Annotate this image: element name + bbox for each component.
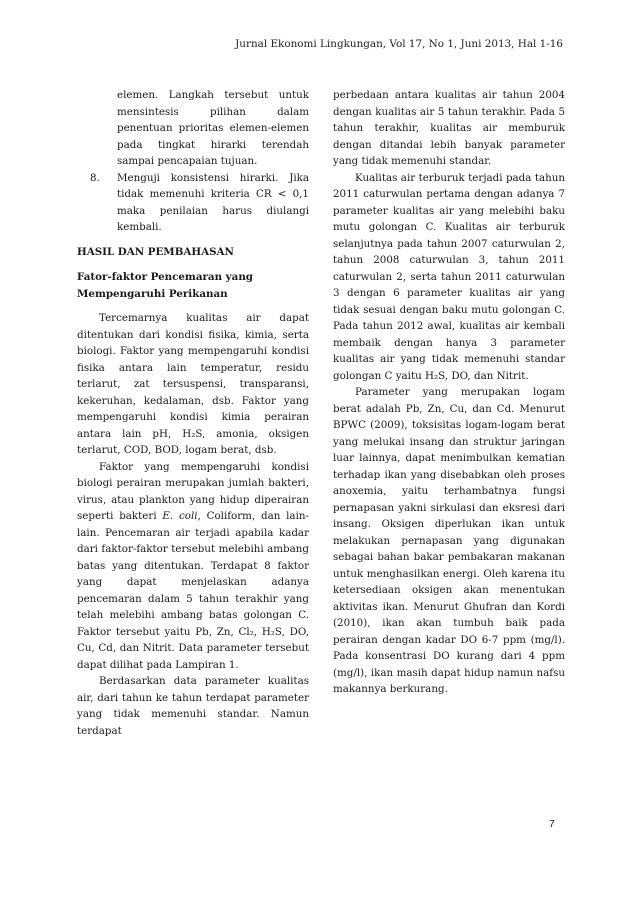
list-item-text: Menguji konsistensi hirarki. Jika tidak memenuhi kriteria CR < 0,1 maka penilaian harus diulangi kembali. xyxy=(117,171,309,233)
paragraph: perbedaan antara kualitas air tahun 2004 dengan kualitas air 5 tahun terakhir. Pada 5 tahun terakhir, kualitas air memburuk dengan ditandai lebih banyak parameter yang tidak memenuhi standar. xyxy=(333,89,565,167)
list-item-continuation: elemen. Langkah tersebut untuk mensintesis pilihan dalam penentuan prioritas elemen-elemen pada tingkat hirarki terendah sampai pencapaian tujuan. xyxy=(117,89,309,167)
method-steps-list xyxy=(77,170,309,236)
paragraph-text: , Coliform, dan lain-lain. Pencemaran air terjadi apabila kadar dari faktor-faktor tersebut melebihi ambang batas yang ditentukan. Terdapat 8 faktor yang dapat menjelaskan adanya pencemaran dalam 5 tahun terakhir yang telah melebihi ambang batas golongan C. Faktor tersebut yaitu Pb, Zn, Cl₂, H₂S, DO, Cu, Cd, dan Nitrit. Data parameter tersebut dapat dilihat pada Lampiran 1. xyxy=(77,510,309,671)
paragraph: Tercemarnya kualitas air dapat ditentukan dari kondisi fisika, kimia, serta biologi. Faktor yang mempengaruhi kondisi fisika antara lain temperatur, residu terlarut, zat tersuspensi, transparansi, kekeruhan, kedalaman, dsb. Faktor yang mempengaruhi kondisi kimia perairan antara lain pH, H₂S, amonia, oksigen terlarut, COD, BOD, logam berat, dsb. xyxy=(77,312,309,456)
right-column xyxy=(333,87,565,698)
sub-heading: Fator-faktor Pencemaran yang Mempengaruhi Perikanan xyxy=(77,271,254,300)
list-item xyxy=(77,170,309,236)
left-column xyxy=(77,87,309,739)
page-number: 7 xyxy=(549,818,555,830)
species-name: E. coli xyxy=(162,510,198,522)
running-header: Jurnal Ekonomi Lingkungan, Vol 17, No 1, Juni 2013, Hal 1-16 xyxy=(235,38,563,50)
section-heading: HASIL DAN PEMBAHASAN xyxy=(77,245,234,258)
paragraph-text: Faktor yang mempengaruhi kondisi biologi perairan merupakan jumlah bakteri, virus, atau plankton yang hidup diperairan seperti bakteri xyxy=(77,460,309,522)
paragraph: Berdasarkan data parameter kualitas air, dari tahun ke tahun terdapat parameter yang tidak memenuhi standar. Namun terdapat xyxy=(77,675,309,737)
paragraph: Parameter yang merupakan logam berat adalah Pb, Zn, Cu, dan Cd. Menurut BPWC (2009), toksisitas logam-logam berat yang melukai insang dan struktur jaringan luar lainnya, dapat menimbulkan kematian terhadap ikan yang disebabkan oleh proses anoxemia, yaitu terhambatnya fungsi pernapasan yakni sirkulasi dan eksresi dari insang. Oksigen diperlukan ikan untuk melakukan pernapasan yang digunakan sebagai bahan bakar pembakaran makanan untuk menghasilkan energi. Oleh karena itu ketersediaan oksigen akan menentukan aktivitas ikan. Menurut Ghufran dan Kordi (2010), ikan akan tumbuh baik pada perairan dengan kadar DO 6-7 ppm (mg/l). Pada konsentrasi DO kurang dari 4 ppm (mg/l), ikan masih dapat hidup namun nafsu makannya berkurang. xyxy=(333,386,565,695)
paragraph: Kualitas air terburuk terjadi pada tahun 2011 caturwulan pertama dengan adanya 7 parameter kualitas air yang melebihi baku mutu golongan C. Kualitas air terburuk selanjutnya pada tahun 2007 caturwulan 2, tahun 2008 caturwulan 3, tahun 2011 caturwulan 2, serta tahun 2011 caturwulan 3 dengan 6 parameter kualitas air yang tidak sesuai dengan baku mutu golongan C. Pada tahun 2012 awal, kualitas air kembali membaik dengan hanya 3 parameter kualitas air yang tidak memenuhi standar golongan C yaitu H₂S, DO, dan Nitrit. xyxy=(333,171,565,382)
list-item-number: 8. xyxy=(90,171,100,184)
paragraph xyxy=(77,459,309,674)
